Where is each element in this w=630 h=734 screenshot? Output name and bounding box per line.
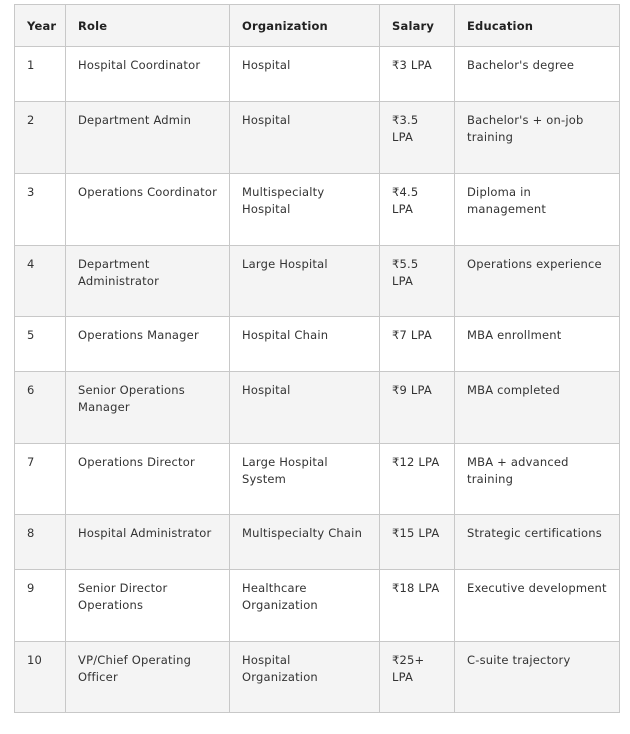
cell-education: MBA completed (455, 372, 620, 444)
cell-role: Senior Operations Manager (66, 372, 230, 444)
cell-year: 1 (15, 47, 66, 102)
cell-organization: Hospital (230, 372, 380, 444)
table-row (15, 570, 620, 642)
cell-salary: ₹4.5 LPA (380, 174, 455, 246)
cell-year: 9 (15, 570, 66, 642)
cell-year: 3 (15, 174, 66, 246)
table-row (15, 642, 620, 713)
cell-education: Operations experience (455, 246, 620, 317)
header-salary: Salary (380, 5, 455, 47)
cell-organization: Hospital (230, 102, 380, 174)
cell-role: Department Admin (66, 102, 230, 174)
cell-salary: ₹3.5 LPA (380, 102, 455, 174)
table-row (15, 372, 620, 444)
table-row (15, 102, 620, 174)
header-education: Education (455, 5, 620, 47)
career-table-wrapper (14, 4, 620, 713)
cell-year: 10 (15, 642, 66, 713)
table-row (15, 174, 620, 246)
cell-role: Senior Director Operations (66, 570, 230, 642)
cell-role: Department Administrator (66, 246, 230, 317)
cell-organization: Multispecialty Hospital (230, 174, 380, 246)
table-row (15, 47, 620, 102)
cell-education: MBA + advanced training (455, 444, 620, 515)
cell-role: Operations Coordinator (66, 174, 230, 246)
table-row (15, 515, 620, 570)
header-role: Role (66, 5, 230, 47)
cell-education: Strategic certifications (455, 515, 620, 570)
cell-education: MBA enrollment (455, 317, 620, 372)
cell-role: VP/Chief Operating Officer (66, 642, 230, 713)
cell-salary: ₹25+ LPA (380, 642, 455, 713)
cell-education: Bachelor's degree (455, 47, 620, 102)
cell-salary: ₹15 LPA (380, 515, 455, 570)
cell-role: Hospital Coordinator (66, 47, 230, 102)
table-row (15, 246, 620, 317)
cell-organization: Healthcare Organization (230, 570, 380, 642)
table-row (15, 317, 620, 372)
cell-education: C-suite trajectory (455, 642, 620, 713)
cell-education: Executive development (455, 570, 620, 642)
cell-salary: ₹9 LPA (380, 372, 455, 444)
cell-year: 2 (15, 102, 66, 174)
cell-organization: Hospital Organization (230, 642, 380, 713)
cell-organization: Multispecialty Chain (230, 515, 380, 570)
cell-education: Diploma in management (455, 174, 620, 246)
cell-salary: ₹3 LPA (380, 47, 455, 102)
career-progression-table (14, 4, 620, 713)
table-row (15, 444, 620, 515)
cell-role: Hospital Administrator (66, 515, 230, 570)
cell-year: 5 (15, 317, 66, 372)
cell-salary: ₹5.5 LPA (380, 246, 455, 317)
cell-year: 8 (15, 515, 66, 570)
cell-organization: Large Hospital System (230, 444, 380, 515)
cell-year: 6 (15, 372, 66, 444)
cell-organization: Large Hospital (230, 246, 380, 317)
cell-year: 7 (15, 444, 66, 515)
header-year: Year (15, 5, 66, 47)
cell-salary: ₹18 LPA (380, 570, 455, 642)
cell-education: Bachelor's + on-job training (455, 102, 620, 174)
cell-organization: Hospital Chain (230, 317, 380, 372)
header-organization: Organization (230, 5, 380, 47)
table-header-row (15, 5, 620, 47)
cell-year: 4 (15, 246, 66, 317)
cell-role: Operations Director (66, 444, 230, 515)
cell-salary: ₹12 LPA (380, 444, 455, 515)
cell-role: Operations Manager (66, 317, 230, 372)
cell-organization: Hospital (230, 47, 380, 102)
cell-salary: ₹7 LPA (380, 317, 455, 372)
